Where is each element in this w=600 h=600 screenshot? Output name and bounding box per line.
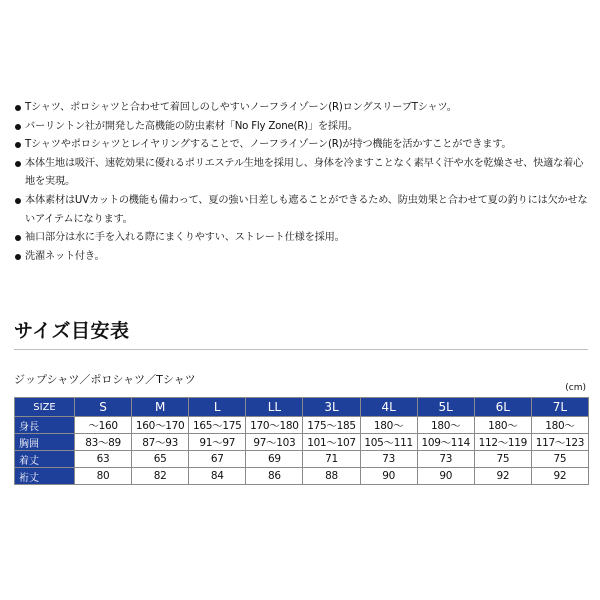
table-cell: 165〜175 [189, 417, 246, 434]
size-header-cell: L [189, 398, 246, 417]
row-label-sleeve-length: 裄丈 [15, 468, 75, 485]
size-table-caption: ジップシャツ／ポロシャツ／Tシャツ [14, 373, 196, 386]
table-cell: 75 [531, 451, 588, 468]
feature-item: Tシャツやポロシャツとレイヤリングすることで、ノーフライゾーン(R)が持つ機能を活かすことができます。 [14, 136, 589, 155]
table-cell: 73 [417, 451, 474, 468]
feature-item: バーリントン社が開発した高機能の防虫素材「No Fly Zone(R)」を採用。 [14, 118, 589, 137]
table-cell: 117〜123 [531, 434, 588, 451]
table-cell: 〜160 [75, 417, 132, 434]
table-cell: 170〜180 [246, 417, 303, 434]
table-cell: 105〜111 [360, 434, 417, 451]
table-cell: 91〜97 [189, 434, 246, 451]
table-cell: 180〜 [474, 417, 531, 434]
feature-item: 袖口部分は水に手を入れる際にまくりやすい、ストレート仕様を採用。 [14, 229, 589, 248]
size-table [14, 397, 589, 485]
table-cell: 90 [417, 468, 474, 485]
row-label-chest: 胸囲 [15, 434, 75, 451]
table-cell: 92 [474, 468, 531, 485]
row-label-body-length: 着丈 [15, 451, 75, 468]
size-header-label: SIZE [15, 398, 75, 417]
table-cell: 180〜 [531, 417, 588, 434]
size-header-cell: 6L [474, 398, 531, 417]
feature-item: 洗濯ネット付き。 [14, 248, 589, 267]
table-cell: 175〜185 [303, 417, 360, 434]
table-row [15, 417, 589, 434]
size-guide-title: サイズ目安表 [14, 320, 130, 342]
table-cell: 86 [246, 468, 303, 485]
table-row [15, 468, 589, 485]
table-cell: 88 [303, 468, 360, 485]
feature-item: 本体素材はUVカットの機能も備わって、夏の強い日差しも遮ることができるため、防虫効果と合わせて夏の釣りには欠かせないアイテムになります。 [14, 192, 589, 229]
size-header-cell: LL [246, 398, 303, 417]
table-cell: 90 [360, 468, 417, 485]
size-table-unit: (cm) [565, 383, 586, 393]
table-cell: 67 [189, 451, 246, 468]
table-cell: 75 [474, 451, 531, 468]
table-cell: 109〜114 [417, 434, 474, 451]
table-row [15, 434, 589, 451]
table-cell: 92 [531, 468, 588, 485]
table-cell: 63 [75, 451, 132, 468]
table-row [15, 451, 589, 468]
table-cell: 180〜 [360, 417, 417, 434]
table-cell: 87〜93 [132, 434, 189, 451]
table-cell: 73 [360, 451, 417, 468]
size-header-cell: S [75, 398, 132, 417]
size-header-cell: 4L [360, 398, 417, 417]
size-header-cell: 5L [417, 398, 474, 417]
table-cell: 112〜119 [474, 434, 531, 451]
title-divider [14, 349, 588, 350]
size-header-row [15, 398, 589, 417]
table-cell: 160〜170 [132, 417, 189, 434]
size-header-cell: M [132, 398, 189, 417]
feature-item: 本体生地は吸汗、速乾効果に優れるポリエステル生地を採用し、身体を冷ますことなく素早く汗や水を乾燥させ、快適な着心地を実現。 [14, 155, 589, 192]
table-cell: 83〜89 [75, 434, 132, 451]
table-cell: 97〜103 [246, 434, 303, 451]
size-header-cell: 7L [531, 398, 588, 417]
table-cell: 82 [132, 468, 189, 485]
table-cell: 101〜107 [303, 434, 360, 451]
table-cell: 65 [132, 451, 189, 468]
table-cell: 180〜 [417, 417, 474, 434]
row-label-height: 身長 [15, 417, 75, 434]
table-cell: 80 [75, 468, 132, 485]
feature-item: Tシャツ、ポロシャツと合わせて着回しのしやすいノーフライゾーン(R)ロングスリーブTシャツ。 [14, 99, 589, 118]
table-cell: 69 [246, 451, 303, 468]
table-cell: 84 [189, 468, 246, 485]
table-cell: 71 [303, 451, 360, 468]
size-header-cell: 3L [303, 398, 360, 417]
feature-list [14, 99, 589, 266]
